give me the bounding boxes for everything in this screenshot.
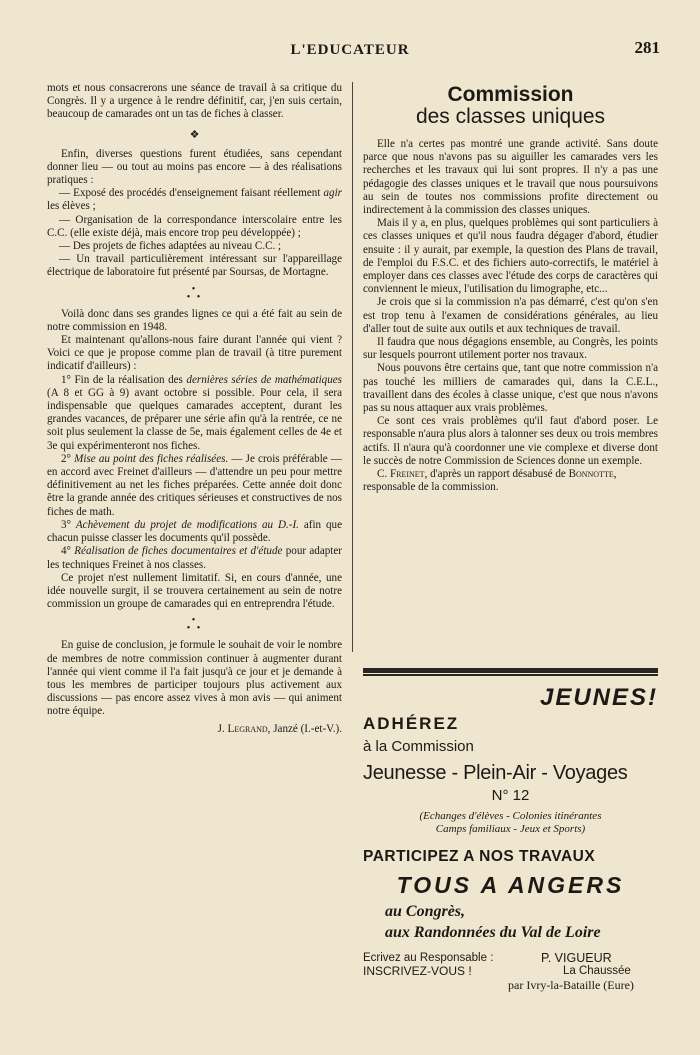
paragraph: Enfin, diverses questions furent étudiées, sans cependant donner lieu — ou tout au moins pas encore — à des réalisations pratiques : <box>47 147 342 187</box>
paragraph: Ce projet n'est nullement limitatif. Si, en cours d'année, une idée nouvelle surgit, il se trouvera certainement au sein de notre commission un groupe de camarades qui en entreprendra l'étude. <box>47 571 342 611</box>
ad-ecrivez: Ecrivez au Responsable : <box>363 952 494 964</box>
list-item: — Des projets de fiches adaptées au niveau C.C. ; <box>59 240 282 253</box>
list-item: 4° Réalisation de fiches documentaires et d'étude pour adapter les techniques Freinet à nos classes. <box>47 545 343 571</box>
section-title: Commission des classes uniques <box>415 83 606 128</box>
ad-inscrivez: INSCRIVEZ-VOUS ! <box>363 964 472 978</box>
signature: J. Legrand, Janzé (I.-et-V.). <box>217 722 342 735</box>
paragraph: mots et nous consacrerons une séance de travail à sa critique du Congrès. Il y a urgence à le rendre définitif, car, j'en suis certain, beaucoup de camarades ont un tas de fiches à classer. <box>47 82 342 121</box>
ad-randonnees: aux Randonnées du Val de Loire <box>385 924 601 941</box>
ad-angers: TOUS A ANGERS <box>396 872 625 898</box>
paragraph: Nous pouvons être certains que, tant que notre commission n'a pas touché les milliers de camarades qui, dans la C.E.L., travaillent dans des écoles à classe unique, c'est que nous n'avons pas su nous attaquer aux vrais problèmes. <box>363 362 658 415</box>
paragraph: Ce sont ces vrais problèmes qu'il faut d'abord poser. Le responsable n'aura plus alors à talonner ses deux ou trois membres actifs. Il n'aura qu'à coordonner une vie complexe et diverse dont le succès de notre Commission de Sciences donne un exemple. <box>363 415 658 467</box>
advertisement <box>363 668 658 992</box>
paragraph: Et maintenant qu'allons-nous faire durant l'année qui vient ? Voici ce que je propose comme plan de travail (à titre purement indicatif d'ailleurs) : <box>47 334 342 373</box>
ad-contact <box>363 952 658 998</box>
ad-address-line2: par Ivry-la-Bataille (Eure) <box>508 978 634 992</box>
list-item: 3° Achèvement du projet de modifications au D.-I. afin que chacun puisse classer les documents qu'il possède. <box>47 518 342 545</box>
paragraph: Il faudra que nous dégagions ensemble, au Congrès, les points sur lesquels pourront utilement porter nos travaux. <box>363 336 658 362</box>
ad-headline: JEUNES! <box>539 684 658 711</box>
ad-participez: PARTICIPEZ A NOS TRAVAUX <box>363 848 596 865</box>
paragraph: En guise de conclusion, je formule le souhait de voir le nombre de membres de notre commission continuer à augmenter durant l'année qui vient comme il l'a fait jusqu'à ce jour et je demande à tous les membres de participer toujours plus activement aux discussions — pas encore assez vives à mon avis — qui animent notre équipe. <box>47 639 342 718</box>
ad-address-line1: La Chaussée <box>563 965 631 977</box>
list-item: 1° Fin de la réalisation des dernières séries de mathématiques (A 8 et GG à 9) avant octobre si possible. Pour cela, il sera indispensable que quelques camarades acceptent, durant les grandes vacances, de préparer une série afin qu'à la rentrée, ce ne soit plus seulement la classe de 5e, mais également celles de 4e et 3e qui expérimenteront nos fiches. <box>47 373 342 452</box>
page-header <box>40 38 660 64</box>
ad-activities: (Echanges d'élèves - Colonies itinérantes Camps familiaux - Jeux et Sports) <box>419 810 602 835</box>
ornament: • • • <box>186 615 203 635</box>
list-item: 2° Mise au point des fiches réalisées. — Je crois préférable — en accord avec Freinet d'ailleurs — d'attendre un peu pour mettre définitivement au net les fiches préparées. Cette année doit donc être la grande année des critiques sérieuses et constructives de nos fiches de math. <box>47 452 342 518</box>
page-number: 281 <box>634 38 660 57</box>
list-item: — Exposé des procédés d'enseignement faisant réellement agir les élèves ; <box>47 187 342 213</box>
ad-commission-name: Jeunesse - Plein-Air - Voyages <box>363 762 628 784</box>
paragraph: Voilà donc dans ses grandes lignes ce qui a été fait au sein de notre commission en 1948. <box>47 307 342 333</box>
signature: C. Freinet, d'après un rapport désabusé de Bonnotte, responsable de la commission. <box>363 468 617 494</box>
rule <box>363 668 658 673</box>
right-column <box>363 82 658 494</box>
ad-congres: au Congrès, <box>385 903 466 920</box>
rule <box>363 674 658 676</box>
ornament: ❖ <box>189 128 200 141</box>
ad-responsable-name: P. VIGUEUR <box>541 951 612 965</box>
list-item: — Un travail particulièrement intéressant sur l'appareillage électrique de laboratoire fut présenté par Soursas, de Mortagne. <box>47 253 342 279</box>
paragraph: Elle n'a certes pas montré une grande activité. Sans doute parce que nous n'avons pas su aiguiller les camarades vers les recherches et les travaux qui lui sont propres. Il n'y a pas une pédagogie des classes uniques et le travail que nous poursuivons au sein de toutes nos commissions profite directement ou indirectement à la commission des classes uniques. <box>363 138 658 217</box>
journal-title: L'EDUCATEUR <box>290 42 410 58</box>
ad-number: N° 12 <box>491 787 530 804</box>
ad-adherez: ADHÉREZ <box>363 714 460 733</box>
column-divider <box>352 82 353 652</box>
left-column <box>47 82 342 736</box>
ornament: • • • <box>186 283 203 303</box>
paragraph: Mais il y a, en plus, quelques problèmes qui sont particuliers à ces classes uniques et qu'il nous faudra dégager d'abord, étudier ensuite : il y aurait, par exemple, la question des Plans de travail, de l'emploi du F.S.C. et des fichiers auto-correctifs, le matériel à employer dans ces classes avec l'étude des corps de caractères qui conviennent le mieux, l'utilisation du limographe, etc... <box>363 217 658 296</box>
ad-subline: à la Commission <box>363 738 474 755</box>
paragraph: Je crois que si la commission n'a pas démarré, c'est qu'on s'en est trop tenu à l'examen de considérations générales, au lieu d'aller tout de suite aux outils et aux techniques de travail. <box>363 296 658 335</box>
list-item: — Organisation de la correspondance interscolaire entre les C.C. (elle existe déjà, mais encore trop peu développée) ; <box>47 213 342 239</box>
